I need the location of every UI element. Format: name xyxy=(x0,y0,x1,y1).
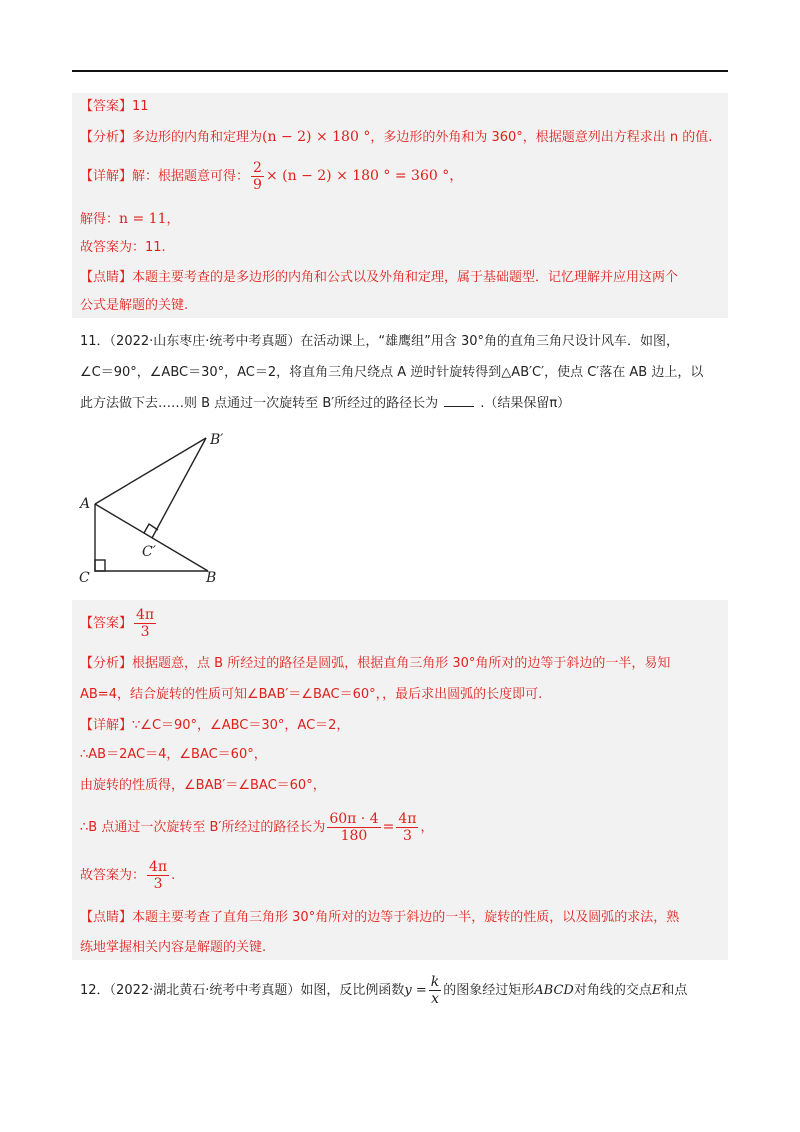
fraction-denominator: 9 xyxy=(253,177,262,193)
equals-sign: = xyxy=(382,819,395,835)
header-rule xyxy=(72,70,728,72)
arc-length-fraction xyxy=(327,811,380,844)
fraction-numerator: 4π xyxy=(136,607,155,623)
fraction-denominator: 3 xyxy=(153,876,163,892)
comment-text-2: 练地掌握相关内容是解题的关键. xyxy=(80,940,267,955)
final-text: 故答案为： xyxy=(80,868,146,883)
question-11-text: 此方法做下去……则 B 点通过一次旋转至 B′所经过的路径长为 xyxy=(80,396,439,411)
comment-tag: 【点睛】 xyxy=(80,910,133,925)
fraction-numerator: k xyxy=(430,974,440,990)
fraction-numerator: 4π xyxy=(398,811,417,827)
analysis-text-b: ，多边形的外角和为 360°，根据题意列出方程求出 n 的值. xyxy=(370,130,713,145)
right-angle-marker-c xyxy=(95,560,105,571)
fraction-numerator: 4π xyxy=(149,859,168,875)
question-11-note: .（结果保留π） xyxy=(480,396,571,411)
question-12-text-c: 对角线的交点 xyxy=(573,983,652,998)
question-11-line-3 xyxy=(80,394,570,413)
question-12-line-1 xyxy=(80,972,687,1010)
final-answer-10: 故答案为：11. xyxy=(80,240,166,255)
result-fraction xyxy=(396,811,418,844)
detail-line-10 xyxy=(80,158,463,195)
answer-fraction xyxy=(134,607,156,640)
detail-tag: 【详解】 xyxy=(80,169,133,184)
analysis-line-11 xyxy=(80,655,670,673)
comment-text-1: 本题主要考查的是多边形的内角和公式以及外角和定理，属于基础题型．记忆理解并应用这两个 xyxy=(132,270,679,285)
label-b: B xyxy=(206,570,217,586)
comment-tag: 【点睛】 xyxy=(80,270,133,285)
detail-text-2: ∴AB＝2AC＝4，∠BAC＝60°， xyxy=(80,747,267,762)
answer-line-10 xyxy=(80,98,149,116)
comment-text-2: 公式是解题的关键. xyxy=(80,298,189,313)
comment-text-1: 本题主要考查了直角三角形 30°角所对的边等于斜边的一半，旋转的性质，以及圆弧的求法，熟 xyxy=(132,910,680,925)
segment-ab-prime xyxy=(95,438,206,504)
answer-tag: 【答案】 xyxy=(80,99,133,114)
function-y: y = xyxy=(404,983,427,998)
fraction-denominator: x xyxy=(431,991,439,1007)
label-c: C xyxy=(79,570,90,586)
analysis-tag: 【分析】 xyxy=(80,656,133,671)
question-11-line-2: ∠C＝90°，∠ABC＝30°，AC＝2，将直角三角尺绕点 A 逆时针旋转得到△AB′C′，使点 C′落在 AB 边上，以 xyxy=(80,365,704,380)
analysis-text-2: AB=4，结合旋转的性质可知∠BAB′＝∠BAC＝60°，，最后求出圆弧的长度即可. xyxy=(80,687,543,702)
function-fraction xyxy=(429,974,441,1007)
detail-text-3: 由旋转的性质得，∠BAB′＝∠BAC＝60°， xyxy=(80,778,326,793)
question-12-text-a: 12．（2022·湖北黄石·统考中考真题）如图，反比例函数 xyxy=(80,983,405,998)
solve-text: 解得： xyxy=(80,212,120,227)
rectangle-name: ABCD xyxy=(534,983,574,998)
point-e: E xyxy=(651,983,662,998)
fraction-denominator: 180 xyxy=(340,828,368,844)
analysis-tag: 【分析】 xyxy=(80,130,133,145)
final-fraction xyxy=(147,859,169,892)
comment-line-11 xyxy=(80,909,679,927)
analysis-text-1: 根据题意，点 B 所经过的路径是圆弧，根据直角三角形 30°角所对的边等于斜边的一半，易知 xyxy=(132,656,671,671)
question-12-text-b: 的图象经过矩形 xyxy=(443,983,535,998)
label-c-prime: C′ xyxy=(142,544,156,560)
fraction-denominator: 3 xyxy=(402,828,412,844)
detail-punct: ， xyxy=(420,820,434,835)
final-punct: . xyxy=(171,868,176,883)
fraction-numerator: 2 xyxy=(253,160,262,176)
analysis-formula: (n − 2) × 180 ° xyxy=(262,129,371,145)
fraction-denominator: 3 xyxy=(140,624,150,640)
solve-formula: n = 11 xyxy=(119,211,167,227)
answer-value: 11 xyxy=(132,99,149,114)
solve-punct: ， xyxy=(166,212,180,227)
fraction-numerator: 60π · 4 xyxy=(329,811,379,827)
question-11-line-1: 11．（2022·山东枣庄·统考中考真题）在活动课上，“雄鹰组”用含 30°角的直角三角尺设计风车．如图， xyxy=(80,334,680,349)
label-b-prime: B′ xyxy=(210,432,224,448)
label-a: A xyxy=(80,496,91,512)
answer-tag: 【答案】 xyxy=(80,616,133,631)
segment-b-prime-c-prime xyxy=(152,438,206,538)
detail-text: 解：根据题意可得： xyxy=(132,169,250,184)
question-12-text-d: 和点 xyxy=(661,983,688,998)
detail-formula: × (n − 2) × 180 ° = 360 °， xyxy=(265,168,464,184)
analysis-text-a: 多边形的内角和定理为 xyxy=(132,130,263,145)
detail-text-1: ∵∠C＝90°，∠ABC＝30°，AC＝2， xyxy=(132,718,350,733)
detail-tag: 【详解】 xyxy=(80,718,133,733)
detail-line-11 xyxy=(80,717,349,735)
fraction-2-9 xyxy=(251,160,264,193)
comment-line-10 xyxy=(80,269,678,287)
detail-text-4: ∴B 点通过一次旋转至 B′所经过的路径长为 xyxy=(80,820,326,835)
triangle-figure xyxy=(76,430,246,595)
answer-blank xyxy=(444,394,474,407)
analysis-line-10 xyxy=(80,128,712,147)
answer-line-11 xyxy=(80,606,158,642)
solve-line-10 xyxy=(80,210,180,229)
final-line-11 xyxy=(80,857,175,895)
detail-line-4 xyxy=(80,808,433,847)
